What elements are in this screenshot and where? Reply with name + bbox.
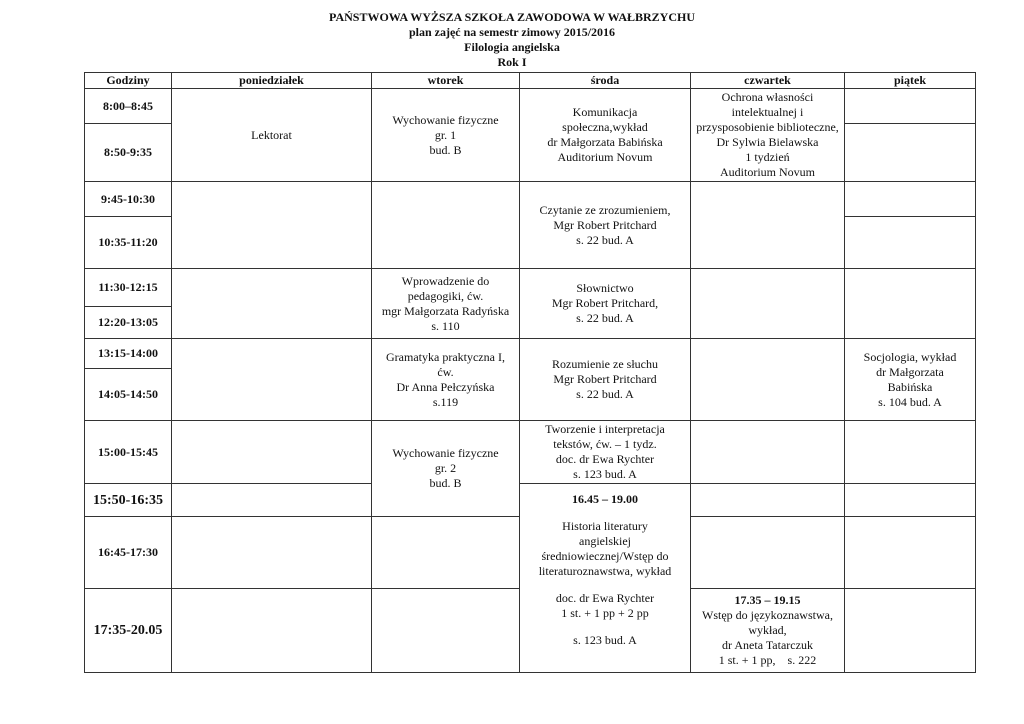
class-cell-lektorat bbox=[172, 89, 372, 182]
class-room: bud. B bbox=[429, 142, 462, 157]
empty-cell bbox=[845, 421, 976, 484]
empty-cell bbox=[845, 89, 976, 124]
time-slot: 8:00–8:45 bbox=[85, 89, 172, 124]
empty-cell bbox=[691, 339, 845, 421]
class-cell-komunikacja bbox=[520, 89, 691, 182]
table-row bbox=[85, 182, 976, 217]
empty-cell bbox=[172, 182, 372, 269]
year-of-study: Rok I bbox=[497, 55, 527, 69]
class-room: bud. B bbox=[429, 476, 462, 490]
table-row bbox=[85, 269, 976, 307]
class-title-2: angielskiej bbox=[579, 534, 631, 548]
time-slot: 11:30-12:15 bbox=[85, 269, 172, 307]
class-room: s. 22 bud. A bbox=[576, 311, 634, 325]
class-type: pedagogiki, ćw. bbox=[407, 288, 484, 303]
document-header bbox=[0, 0, 1024, 70]
time-slot: 14:05-14:50 bbox=[85, 369, 172, 421]
class-title: Gramatyka praktyczna I, bbox=[386, 349, 505, 364]
time-slot: 10:35-11:20 bbox=[85, 217, 172, 269]
class-teacher: doc. dr Ewa Rychter bbox=[555, 591, 655, 605]
class-room: s. 123 bud. A bbox=[573, 467, 637, 481]
class-title: Historia literatury bbox=[562, 519, 648, 533]
column-header-monday: poniedziałek bbox=[172, 73, 372, 89]
class-title-3: przysposobienie biblioteczne, bbox=[696, 120, 839, 134]
column-header-thursday: czwartek bbox=[691, 73, 845, 89]
time-slot: 9:45-10:30 bbox=[85, 182, 172, 217]
class-cell-wf1 bbox=[372, 89, 520, 182]
class-room: s. 110 bbox=[431, 318, 460, 333]
empty-cell bbox=[691, 484, 845, 517]
table-row bbox=[85, 484, 976, 517]
class-cell-ochrona bbox=[691, 89, 845, 182]
class-room: s. 123 bud. A bbox=[573, 633, 637, 647]
class-type: wykład, bbox=[748, 623, 787, 637]
class-room: s. 22 bud. A bbox=[576, 387, 634, 401]
empty-cell bbox=[845, 484, 976, 517]
column-header-friday: piątek bbox=[845, 73, 976, 89]
plan-semester: plan zajęć na semestr zimowy 2015/2016 bbox=[408, 25, 616, 39]
class-groups: 1 st. + 1 pp + 2 pp bbox=[561, 606, 649, 620]
class-title: Ochrona własności bbox=[721, 90, 814, 104]
class-title: Słownictwo bbox=[576, 281, 634, 295]
class-cell-wprowadzenie bbox=[372, 269, 520, 339]
class-type: ćw. bbox=[437, 364, 454, 379]
table-row bbox=[85, 339, 976, 369]
class-room: 1 st. + 1 pp, s. 222 bbox=[718, 653, 817, 667]
class-title-3: średniowiecznej/Wstęp do bbox=[541, 549, 669, 563]
institution-name: PAŃSTWOWA WYŻSZA SZKOŁA ZAWODOWA W WAŁBRZYCHU bbox=[329, 10, 695, 24]
empty-cell bbox=[172, 421, 372, 484]
class-type: literaturoznawstwa, wykład bbox=[538, 564, 672, 578]
empty-cell bbox=[845, 182, 976, 217]
class-title: Wychowanie fizyczne bbox=[392, 446, 499, 460]
class-title: Czytanie ze zrozumieniem, bbox=[539, 202, 671, 217]
empty-cell bbox=[845, 517, 976, 589]
class-title-2: intelektualnej i bbox=[731, 105, 804, 119]
class-type: tekstów, ćw. – 1 tydz. bbox=[553, 437, 657, 451]
empty-cell bbox=[845, 124, 976, 182]
empty-cell bbox=[372, 182, 520, 269]
class-room: Auditorium Novum bbox=[720, 165, 815, 179]
class-teacher: Mgr Robert Pritchard bbox=[553, 217, 657, 232]
empty-cell bbox=[172, 517, 372, 589]
empty-cell bbox=[372, 517, 520, 589]
class-room: s. 104 bud. A bbox=[878, 394, 942, 409]
table-row bbox=[85, 421, 976, 484]
schedule-table bbox=[84, 72, 976, 673]
class-title: Rozumienie ze słuchu bbox=[552, 357, 658, 371]
class-teacher: dr Aneta Tatarczuk bbox=[722, 638, 813, 652]
class-group: gr. 1 bbox=[434, 127, 457, 142]
class-teacher: Dr Anna Pełczyńska bbox=[396, 379, 495, 394]
class-cell-gramatyka bbox=[372, 339, 520, 421]
class-teacher-2: Babińska bbox=[887, 379, 933, 394]
class-teacher: doc. dr Ewa Rychter bbox=[555, 452, 655, 466]
class-type: społeczna,wykład bbox=[562, 120, 648, 134]
class-frequency: 1 tydzień bbox=[745, 150, 790, 164]
class-cell-czytanie bbox=[520, 182, 691, 269]
class-teacher: dr Małgorzata Babińska bbox=[547, 135, 663, 149]
class-cell-socjologia bbox=[845, 339, 976, 421]
column-header-hours: Godziny bbox=[85, 73, 172, 89]
class-time-range: 17.35 – 19.15 bbox=[734, 593, 801, 607]
empty-cell bbox=[172, 269, 372, 339]
class-cell-tworzenie bbox=[520, 421, 691, 484]
class-title: Tworzenie i interpretacja bbox=[545, 422, 665, 436]
class-teacher: Dr Sylwia Bielawska bbox=[716, 135, 819, 149]
empty-cell bbox=[691, 269, 845, 339]
class-teacher: dr Małgorzata bbox=[876, 364, 944, 379]
class-title: Socjologia, wykład bbox=[863, 349, 957, 364]
empty-cell bbox=[372, 589, 520, 673]
time-slot: 8:50-9:35 bbox=[85, 124, 172, 182]
class-title: Komunikacja bbox=[572, 105, 638, 119]
class-title: Wychowanie fizyczne bbox=[392, 112, 499, 127]
class-room: s. 22 bud. A bbox=[576, 232, 634, 247]
class-title: Wstęp do językoznawstwa, bbox=[702, 608, 833, 622]
empty-cell bbox=[691, 517, 845, 589]
class-cell-historia bbox=[520, 484, 691, 673]
class-teacher: Mgr Robert Pritchard, bbox=[551, 296, 659, 310]
time-slot: 17:35-20.05 bbox=[85, 589, 172, 673]
empty-cell bbox=[691, 182, 845, 269]
column-header-tuesday: wtorek bbox=[372, 73, 520, 89]
column-header-wednesday: środa bbox=[520, 73, 691, 89]
class-cell-rozumienie bbox=[520, 339, 691, 421]
empty-cell bbox=[172, 589, 372, 673]
table-row bbox=[85, 89, 976, 124]
class-group: gr. 2 bbox=[434, 461, 457, 475]
empty-cell bbox=[845, 217, 976, 269]
empty-cell bbox=[691, 421, 845, 484]
empty-cell bbox=[845, 589, 976, 673]
class-teacher: mgr Małgorzata Radyńska bbox=[381, 303, 510, 318]
class-cell-slownictwo bbox=[520, 269, 691, 339]
time-slot: 12:20-13:05 bbox=[85, 307, 172, 339]
class-title: Lektorat bbox=[251, 127, 292, 142]
class-cell-wf2 bbox=[372, 421, 520, 517]
time-slot: 15:50-16:35 bbox=[85, 484, 172, 517]
class-teacher: Mgr Robert Pritchard bbox=[553, 372, 657, 386]
class-room: s.119 bbox=[432, 394, 459, 409]
empty-cell bbox=[172, 339, 372, 421]
class-title: Wprowadzenie do bbox=[401, 273, 490, 288]
empty-cell bbox=[172, 484, 372, 517]
class-cell-wstep bbox=[691, 589, 845, 673]
header-row bbox=[85, 73, 976, 89]
class-time-range: 16.45 – 19.00 bbox=[572, 492, 638, 506]
class-room: Auditorium Novum bbox=[557, 150, 653, 164]
time-slot: 13:15-14:00 bbox=[85, 339, 172, 369]
time-slot: 16:45-17:30 bbox=[85, 517, 172, 589]
field-of-study: Filologia angielska bbox=[464, 40, 560, 54]
empty-cell bbox=[845, 269, 976, 339]
time-slot: 15:00-15:45 bbox=[85, 421, 172, 484]
